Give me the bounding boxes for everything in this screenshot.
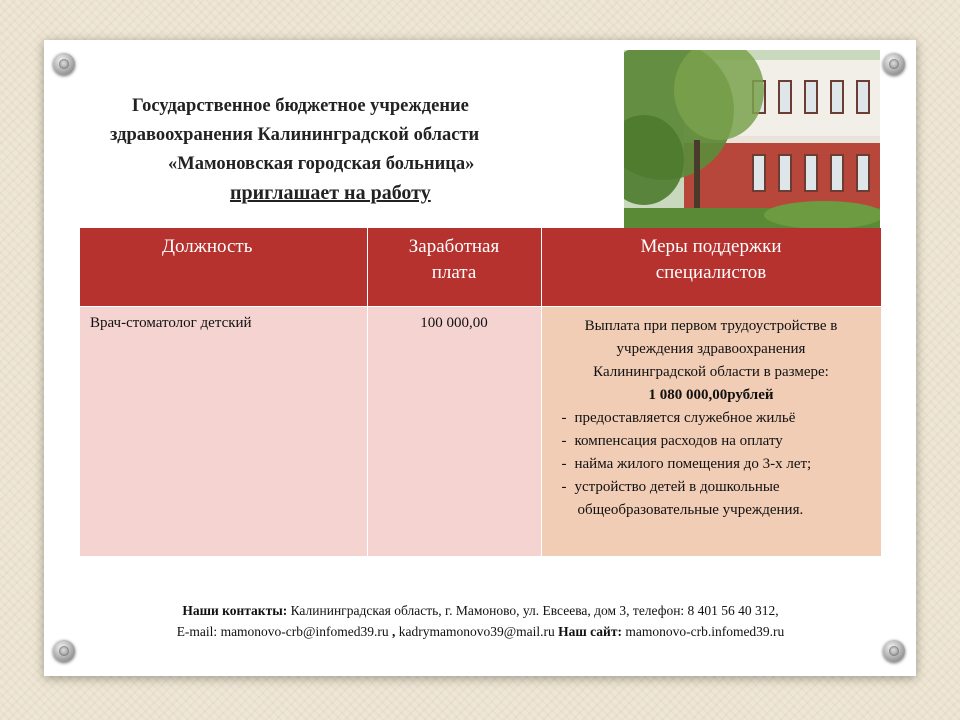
list-item: - компенсация расходов на оплату: [550, 430, 873, 453]
list-item: - устройство детей в дошкольные: [550, 476, 873, 499]
contacts-line: [80, 600, 881, 621]
email-link-hr[interactable]: kadrymamonovo39@mail.ru: [398, 624, 555, 639]
title-line: здравоохранения Калининградской области: [110, 125, 480, 145]
email-label: E-mail:: [176, 624, 218, 639]
pin-icon: [883, 640, 905, 662]
invite-text: приглашает на работу: [230, 182, 431, 204]
page-title: [92, 92, 622, 208]
title-line: Государственное бюджетное учреждение: [132, 96, 469, 116]
table-header-row: [80, 228, 881, 307]
header-support-line: специалистов: [655, 262, 767, 283]
header-salary-line: Заработная: [408, 236, 500, 257]
site-label: Наш сайт:: [558, 624, 622, 639]
header-salary: [367, 228, 541, 307]
header-support-line: Меры поддержки: [640, 236, 782, 257]
support-intro-line: учреждения здравоохранения: [616, 341, 806, 357]
contacts-label: Наши контакты:: [182, 603, 288, 618]
title-line: «Мамоновская городская больница»: [168, 154, 475, 174]
list-item-continuation: общеобразовательные учреждения.: [577, 502, 804, 518]
cell-position: Врач-стоматолог детский: [80, 307, 367, 557]
header-salary-line: плата: [431, 262, 477, 283]
support-intro: [550, 315, 873, 384]
pin-icon: [53, 53, 75, 75]
cell-salary: 100 000,00: [367, 307, 541, 557]
header-position: Должность: [80, 228, 367, 307]
site-link[interactable]: mamonovo-crb.infomed39.ru: [625, 624, 785, 639]
pin-icon: [883, 53, 905, 75]
list-item: - найма жилого помещения до 3-х лет;: [550, 453, 873, 476]
contacts-block: [80, 600, 881, 642]
header-support: [541, 228, 881, 307]
pin-icon: [53, 640, 75, 662]
support-intro-line: Выплата при первом трудоустройстве в: [584, 318, 838, 334]
support-intro-line: Калининградской области в размере:: [593, 364, 829, 380]
vacancy-table: [80, 228, 882, 556]
hospital-photo: [624, 50, 880, 228]
hospital-building-image: [624, 50, 880, 228]
contacts-address: Калининградская область, г. Мамоново, ул. Евсеева, дом 3, телефон: 8 401 56 40 312,: [290, 603, 779, 618]
email-separator: ,: [391, 624, 396, 639]
support-list: [550, 407, 873, 522]
list-item: - предоставляется служебное жильё: [550, 407, 873, 430]
table-row: [80, 307, 881, 557]
contacts-line: [80, 621, 881, 642]
cell-support: [541, 307, 881, 557]
email-link-primary[interactable]: mamonovo-crb@infomed39.ru: [220, 624, 389, 639]
support-amount: 1 080 000,00рублей: [648, 387, 774, 403]
